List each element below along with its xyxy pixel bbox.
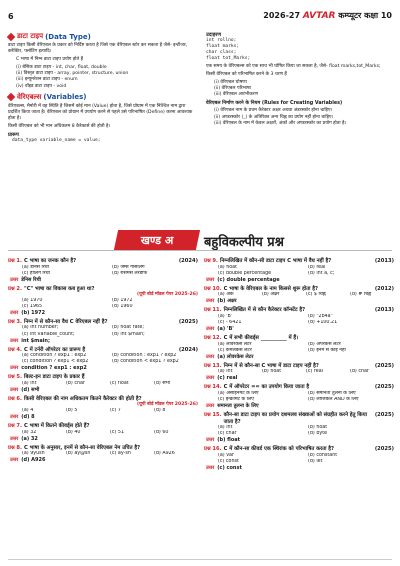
footer-divider <box>8 559 392 560</box>
answer-line <box>8 436 198 442</box>
question-year: (2025) <box>374 362 394 369</box>
options-grid <box>8 265 198 277</box>
option: (b) अपरकेस लेटर <box>308 341 341 347</box>
option: (b) अक्षर <box>262 292 280 298</box>
declaration-note: एक समय के वेरिएबल्स को एक साथ भी घोषित किया जा सकता है, जैसे- float marks,tot_Marks; <box>206 64 381 69</box>
question-number: प्रश्न 13. <box>204 362 222 369</box>
options-grid <box>204 425 394 437</box>
question-text: निम्न में से कौन-सा वैध C वेरिएबल नहीं है? <box>24 318 108 325</box>
question-number: प्रश्न 6. <box>8 395 23 402</box>
question-text: C में ऑपरेटर == का उपयोग किया जाता है <box>223 384 310 391</box>
questions-right-column <box>204 258 394 474</box>
answer-line <box>204 298 394 304</box>
option: (d) condition < exp1 ? exp2 <box>112 359 179 365</box>
page-header <box>0 0 400 28</box>
option: (a) 'B' <box>218 313 233 319</box>
list-item: (iv) वॉइड डाटा टाइप - void <box>16 83 67 89</box>
answer-label: उत्तर <box>10 337 19 344</box>
question-number: प्रश्न 1. <box>8 258 23 264</box>
rules-list <box>206 108 394 126</box>
option: (d) let <box>308 458 323 464</box>
answer-value: (c) double percentage <box>217 276 280 283</box>
question-item <box>204 307 394 332</box>
answer-value: डेनिस रिची <box>21 276 41 283</box>
option: (b) ay@sh <box>66 451 91 457</box>
question-year: (2025) <box>374 384 394 391</box>
option: (c) ay-sh <box>110 451 131 457</box>
question-year: (2025) <box>374 411 394 418</box>
answer-line <box>8 277 198 283</box>
answer-label: उत्तर <box>206 276 215 283</box>
option: (d) 60 <box>154 429 169 435</box>
option: (b) 5 <box>66 407 78 413</box>
answer-value: (a) लोवरकेस लेटर <box>217 353 254 360</box>
syntax-label: प्रारूप <box>8 132 19 139</box>
option: (a) float <box>218 264 237 270</box>
option: (c) $ चिह्न <box>306 292 326 298</box>
answer-value: (a) 'B' <box>217 326 234 333</box>
answer-label: उत्तर <box>10 435 19 442</box>
answer-label: उत्तर <box>206 298 215 305</box>
option: (d) +100.21 <box>308 319 338 325</box>
option: (b) char <box>66 380 85 386</box>
answer-line <box>204 465 394 471</box>
question-text: "C" भाषा का विकास कब हुआ था? <box>24 285 95 292</box>
code-line: float marks; <box>206 44 240 49</box>
question-text: कौन-सा डाटा टाइप का प्रयोग दशमलव संख्याओं को संग्रहीत करने हेतु किया जाता है? <box>223 411 367 425</box>
question-text: C भाषा के वेरिएबल के नाम किससे शुरू होता है? <box>223 285 319 292</box>
option: (d) रासमस लेरडॉर्फ <box>112 270 148 276</box>
question-year: (2025) <box>374 446 394 453</box>
question-number: प्रश्न 5. <box>8 374 23 381</box>
option: (d) A926 <box>154 451 175 457</box>
question-text: C में टर्नरी ऑपरेटर का प्रारूप है <box>24 346 86 353</box>
option: (d) byte <box>308 431 328 437</box>
answer-value: int $main; <box>21 337 50 344</box>
option: (b) 1972 <box>112 297 133 303</box>
variables-title-en: (Variables) <box>43 93 87 102</box>
option: (c) 7 <box>110 407 121 413</box>
option: (d) int a, c; <box>308 270 335 276</box>
variables-intro: वेरिएबल्स, मैमोरी में वह स्थिति है जिसमें कोई मान (Value) होता है, जिसे प्रोग्राम में एक निश्चित नाम द्वारा प्रदर्शित किया जाता है। वेरिएबल को प्रोग्राम में उपयोग करने से पहले उसे परिभाषित (Define) करना आवश्यक होता है। <box>8 103 193 121</box>
option: (a) अंक <box>218 292 234 298</box>
list-item: (ii) विस्तृत डाटा टाइप - array, pointer, structure, union <box>16 71 129 77</box>
option: (c) कैमलकेस लेटर <box>218 347 252 353</box>
question-item <box>204 446 394 471</box>
question-text: C में कौन-सा कीवर्ड एक स्थिरांक को परिभाषित करता है? <box>223 446 335 453</box>
question-number: प्रश्न 14. <box>204 384 222 391</box>
steps-note: किसी वेरिएबल को परिभाषित करने के 3 चरण हैं <box>206 72 287 78</box>
option: (a) लोवरकेस लेटर <box>218 341 252 347</box>
section-badge <box>114 230 200 250</box>
option: (c) real <box>306 369 323 375</box>
question-line <box>204 335 394 342</box>
code-block <box>206 38 394 62</box>
option: (c) char <box>218 431 237 437</box>
question-number: प्रश्न 2. <box>8 285 23 292</box>
option: (c) हॉलिंग रिची <box>22 270 50 276</box>
question-item <box>8 258 198 283</box>
answer-label: उत्तर <box>10 457 19 464</box>
code-line: char class; <box>206 50 237 55</box>
question-text: किसी वेरिएबल की नाम अधिकतम कितने कैरेक्टर की होती है? <box>24 395 142 402</box>
question-text: C में सभी कीवर्ड्स __________ में हैं। <box>223 334 299 341</box>
option: (c) 51 <box>110 429 125 435</box>
option: (b) condition : exp1 ? exp2 <box>112 353 177 359</box>
question-item <box>8 445 198 464</box>
question-text: C भाषा के अनुसार, इनमें से कौन-सा वेरिएबल नेम उचित है? <box>24 444 141 451</box>
option: (d) लॉजिकल AND के लिए <box>308 396 359 402</box>
code-line: float tot_Marks; <box>206 56 251 61</box>
question-text: बिल्ट-इन डाटा टाइप के प्रकार हैं <box>24 374 85 381</box>
answer-label: उत्तर <box>10 365 19 372</box>
question-item <box>204 384 394 409</box>
answer-value: (c) real <box>217 375 238 382</box>
options-grid <box>8 408 198 414</box>
example-label: उदाहरण <box>206 32 222 38</box>
option: (a) 9yush <box>22 451 45 457</box>
question-line <box>204 286 394 293</box>
answer-label: उत्तर <box>10 386 19 393</box>
answer-label: उत्तर <box>206 403 215 410</box>
answer-value: (d) 8 <box>21 414 35 421</box>
question-year: (2012) <box>374 285 394 292</box>
option: (c) double percentage <box>218 270 272 276</box>
answer-line <box>8 457 198 463</box>
question-item <box>204 363 394 382</box>
question-line <box>204 384 394 391</box>
option: (b) 40 <box>66 429 81 435</box>
question-text: C भाषा का जनक कौन है? <box>24 258 77 264</box>
variables-line2: किसी वेरिएबल को भी मान अधिकतम 8 कैरेक्टर्स की होती है। <box>8 123 111 129</box>
answer-line <box>204 403 394 409</box>
list-item: (iii) वेरिएबल आरंभीकरण <box>214 92 258 98</box>
option: (a) condition ? exp1 : exp2 <box>22 353 87 359</box>
answer-value: (d) सभी <box>21 386 40 393</box>
list-item: (ii) वेरिएबल परिभाषा <box>214 86 251 92</box>
header-year: 2026-27 <box>263 11 301 20</box>
answer-label: उत्तर <box>206 353 215 360</box>
option: (a) int <box>22 380 37 386</box>
answer-value: (d) A926 <box>21 457 46 464</box>
question-item <box>204 286 394 305</box>
data-type-list <box>8 65 196 89</box>
answer-value: (b) float <box>217 437 241 444</box>
option: (d) 8 <box>154 407 166 413</box>
option: (b) constant <box>308 452 338 458</box>
option: (c) float <box>110 380 129 386</box>
answer-line <box>204 277 394 283</box>
option: (c) इन्क्रीमेंट के लिए <box>218 396 254 402</box>
answer-line <box>8 338 198 344</box>
option: (a) 1970 <box>22 297 43 303</box>
book-title: कम्प्यूटर <box>338 11 362 20</box>
class-label: कक्षा 10 <box>364 11 392 20</box>
data-type-lead: C भाषा में निम्न डाटा टाइप प्रयोग होते हैं <box>16 57 84 63</box>
options-grid <box>204 391 394 403</box>
options-grid <box>8 298 198 310</box>
options-grid <box>8 325 198 337</box>
answer-label: उत्तर <box>10 309 19 316</box>
question-line <box>8 445 198 452</box>
option: (d) इनमें से कोई नहीं <box>308 347 346 353</box>
question-item <box>8 286 198 317</box>
option: (a) असाइनमेंट के लिए <box>218 390 259 396</box>
rules-title: वेरिएबल निर्माण करने के नियम (Rules for Creating Variables) <box>206 101 343 107</box>
answer-label: उत्तर <box>10 276 19 283</box>
option: (d) 1960 <box>112 303 133 309</box>
answer-line <box>204 354 394 360</box>
question-source: (यूपी बोर्ड मॉडल पेपर 2025-26) <box>136 402 198 408</box>
options-grid <box>204 453 394 465</box>
list-item: (i) वेरिएबल घोषणा <box>214 80 247 86</box>
diamond-bullet-icon <box>7 32 15 40</box>
question-number: प्रश्न 8. <box>8 444 23 451</box>
answer-value: (a) 32 <box>21 435 38 442</box>
answer-label: उत्तर <box>206 465 215 471</box>
answer-value: (b) 1972 <box>21 309 46 316</box>
option: (a) var <box>218 452 234 458</box>
answer-label: उत्तर <box>10 414 19 421</box>
question-item <box>8 319 198 344</box>
syntax-code: data_type variable_name = value; <box>12 138 101 144</box>
question-number: प्रश्न 4. <box>8 346 23 353</box>
question-line <box>204 446 394 453</box>
question-item <box>8 374 198 393</box>
answer-line <box>8 310 198 316</box>
answer-line <box>204 437 394 443</box>
brand-logo: AVTAR <box>302 11 336 21</box>
option: (b) जेम्स गोसलिंग <box>112 264 145 270</box>
question-year: (2013) <box>374 258 394 264</box>
list-item: (i) वेरिएबल नाम के प्रथम कैरेक्टर अक्षर अथवा अंडरस्कोर होना चाहिए। <box>214 108 333 114</box>
question-text: निम्नलिखित में कौन-सी डाटा टाइप C भाषा में वैध नहीं है? <box>220 258 332 264</box>
option: (a) 32 <box>22 429 37 435</box>
question-year: (2013) <box>374 307 394 314</box>
question-year: (2024) <box>178 258 198 264</box>
question-number: प्रश्न 12. <box>204 334 222 341</box>
answer-line <box>204 375 394 381</box>
page-number: 6 <box>8 12 14 21</box>
theory-left-column <box>8 32 196 144</box>
options-grid <box>204 265 394 277</box>
question-source: (यूपी बोर्ड मॉडल पेपर 2025-26) <box>136 292 198 298</box>
option: (a) int number; <box>22 325 59 331</box>
questions-left-column <box>8 258 198 466</box>
theory-right-column <box>206 32 394 129</box>
question-line <box>204 363 394 370</box>
option: (a) int <box>218 425 233 431</box>
data-type-heading <box>8 32 196 41</box>
question-number: प्रश्न 9. <box>204 258 219 264</box>
option: (b) समानता तुलना के लिए <box>308 390 356 396</box>
options-grid <box>204 342 394 354</box>
data-type-intro: डाटा टाइप किसी वेरिएबल के प्रकार को निर्दिष्ट करता है जिसे एक वेरिएबल स्टोर कर सकता है जैसे- इन्टीजर, करेक्टिर, फ्लोटिंग इत्यादि। <box>8 43 188 55</box>
answer-label: उत्तर <box>206 326 215 333</box>
options-grid <box>204 314 394 326</box>
question-item <box>8 423 198 442</box>
variables-title-hi: वेरिएबल्स <box>17 92 42 101</box>
divider <box>8 250 392 251</box>
options-grid <box>8 353 198 365</box>
option: (b) float rate; <box>112 325 144 331</box>
answer-label: उत्तर <box>206 437 215 444</box>
question-text: C भाषा में कितने कीवर्ड्स होते हैं? <box>24 422 90 429</box>
question-text: निम्न में से कौन-सा C भाषा में डाटा टाइप नहीं है? <box>223 362 319 369</box>
question-line <box>8 347 198 354</box>
answer-value: (b) अक्षर <box>217 298 237 305</box>
question-number: प्रश्न 15. <box>204 411 222 418</box>
section-title: बहुविकल्पीय प्रश्न <box>204 235 284 250</box>
answer-line <box>8 387 198 393</box>
option: (a) डेनिस रिची <box>22 264 49 270</box>
option: (d) सभी <box>154 380 171 386</box>
option: (a) int <box>218 369 233 375</box>
data-type-title-en: (Data Type) <box>45 32 91 41</box>
question-year: (2024) <box>178 346 198 353</box>
option: (c) condition ? exp1 < exp2 <box>22 359 89 365</box>
list-item: (ii) अण्डरस्कोर (_) के अतिरिक्त अन्य चिह्न का प्रयोग नहीं होना चाहिए। <box>214 114 334 120</box>
question-line <box>204 307 394 314</box>
option: (b) float <box>308 425 328 431</box>
steps-list <box>206 80 394 98</box>
question-number: प्रश्न 10. <box>204 285 222 292</box>
question-number: प्रश्न 3. <box>8 318 23 325</box>
question-line <box>8 374 198 381</box>
question-number: प्रश्न 11. <box>204 307 222 314</box>
question-item <box>204 335 394 360</box>
option: (a) 4 <box>22 407 34 413</box>
question-item <box>204 412 394 444</box>
list-item: (iii) इन्यूमरेशन डाटा टाइप - enum <box>16 77 78 83</box>
list-item: (iii) वेरिएबल के नाम में केवल अक्षरों, अंकों और अण्डरस्कोर का प्रयोग होता है। <box>214 120 347 126</box>
question-line <box>8 319 198 326</box>
option: (c) 1965 <box>22 303 43 309</box>
answer-line <box>204 326 394 332</box>
question-number: प्रश्न 16. <box>204 446 222 453</box>
question-item <box>8 347 198 372</box>
answer-value: (c) const <box>217 465 242 471</box>
option: (c) - 6421 <box>218 319 242 325</box>
answer-value: condition ? exp1 : exp2 <box>21 365 87 372</box>
question-item <box>204 258 394 283</box>
answer-line <box>8 414 198 420</box>
header-title <box>263 10 392 21</box>
section-banner <box>8 229 392 251</box>
option: (b) "2b4a" <box>308 313 333 319</box>
answer-value: समानता तुलना के लिए <box>217 403 259 410</box>
question-line <box>8 258 198 265</box>
option: (d) int $main; <box>112 331 145 337</box>
question-line <box>204 258 394 265</box>
question-item <box>8 396 198 421</box>
data-type-title-hi: डाटा टाइप <box>17 32 44 40</box>
option: (d) char <box>350 369 369 375</box>
code-line: int rollno; <box>206 38 237 43</box>
question-text: निम्नलिखित में से कौन कैरेक्टर कॉन्स्टेंट है? <box>223 307 306 314</box>
section-label: खण्ड अ <box>140 233 174 247</box>
list-item: (i) बेसिक डाटा टाइप - int, char, float, double <box>16 65 107 71</box>
diamond-bullet-icon <box>7 93 15 101</box>
variables-heading <box>8 93 196 102</box>
answer-line <box>8 365 198 371</box>
option: (b) real <box>308 264 326 270</box>
option: (c) const <box>218 458 239 464</box>
question-line <box>8 423 198 430</box>
answer-label: उत्तर <box>206 375 215 382</box>
question-year: (2025) <box>178 318 198 325</box>
question-number: प्रश्न 7. <box>8 422 23 429</box>
option: (c) int variable_count; <box>22 331 75 337</box>
option: (b) float <box>262 369 282 375</box>
question-line <box>204 412 394 425</box>
option: (d) # चिह्न <box>350 292 372 298</box>
